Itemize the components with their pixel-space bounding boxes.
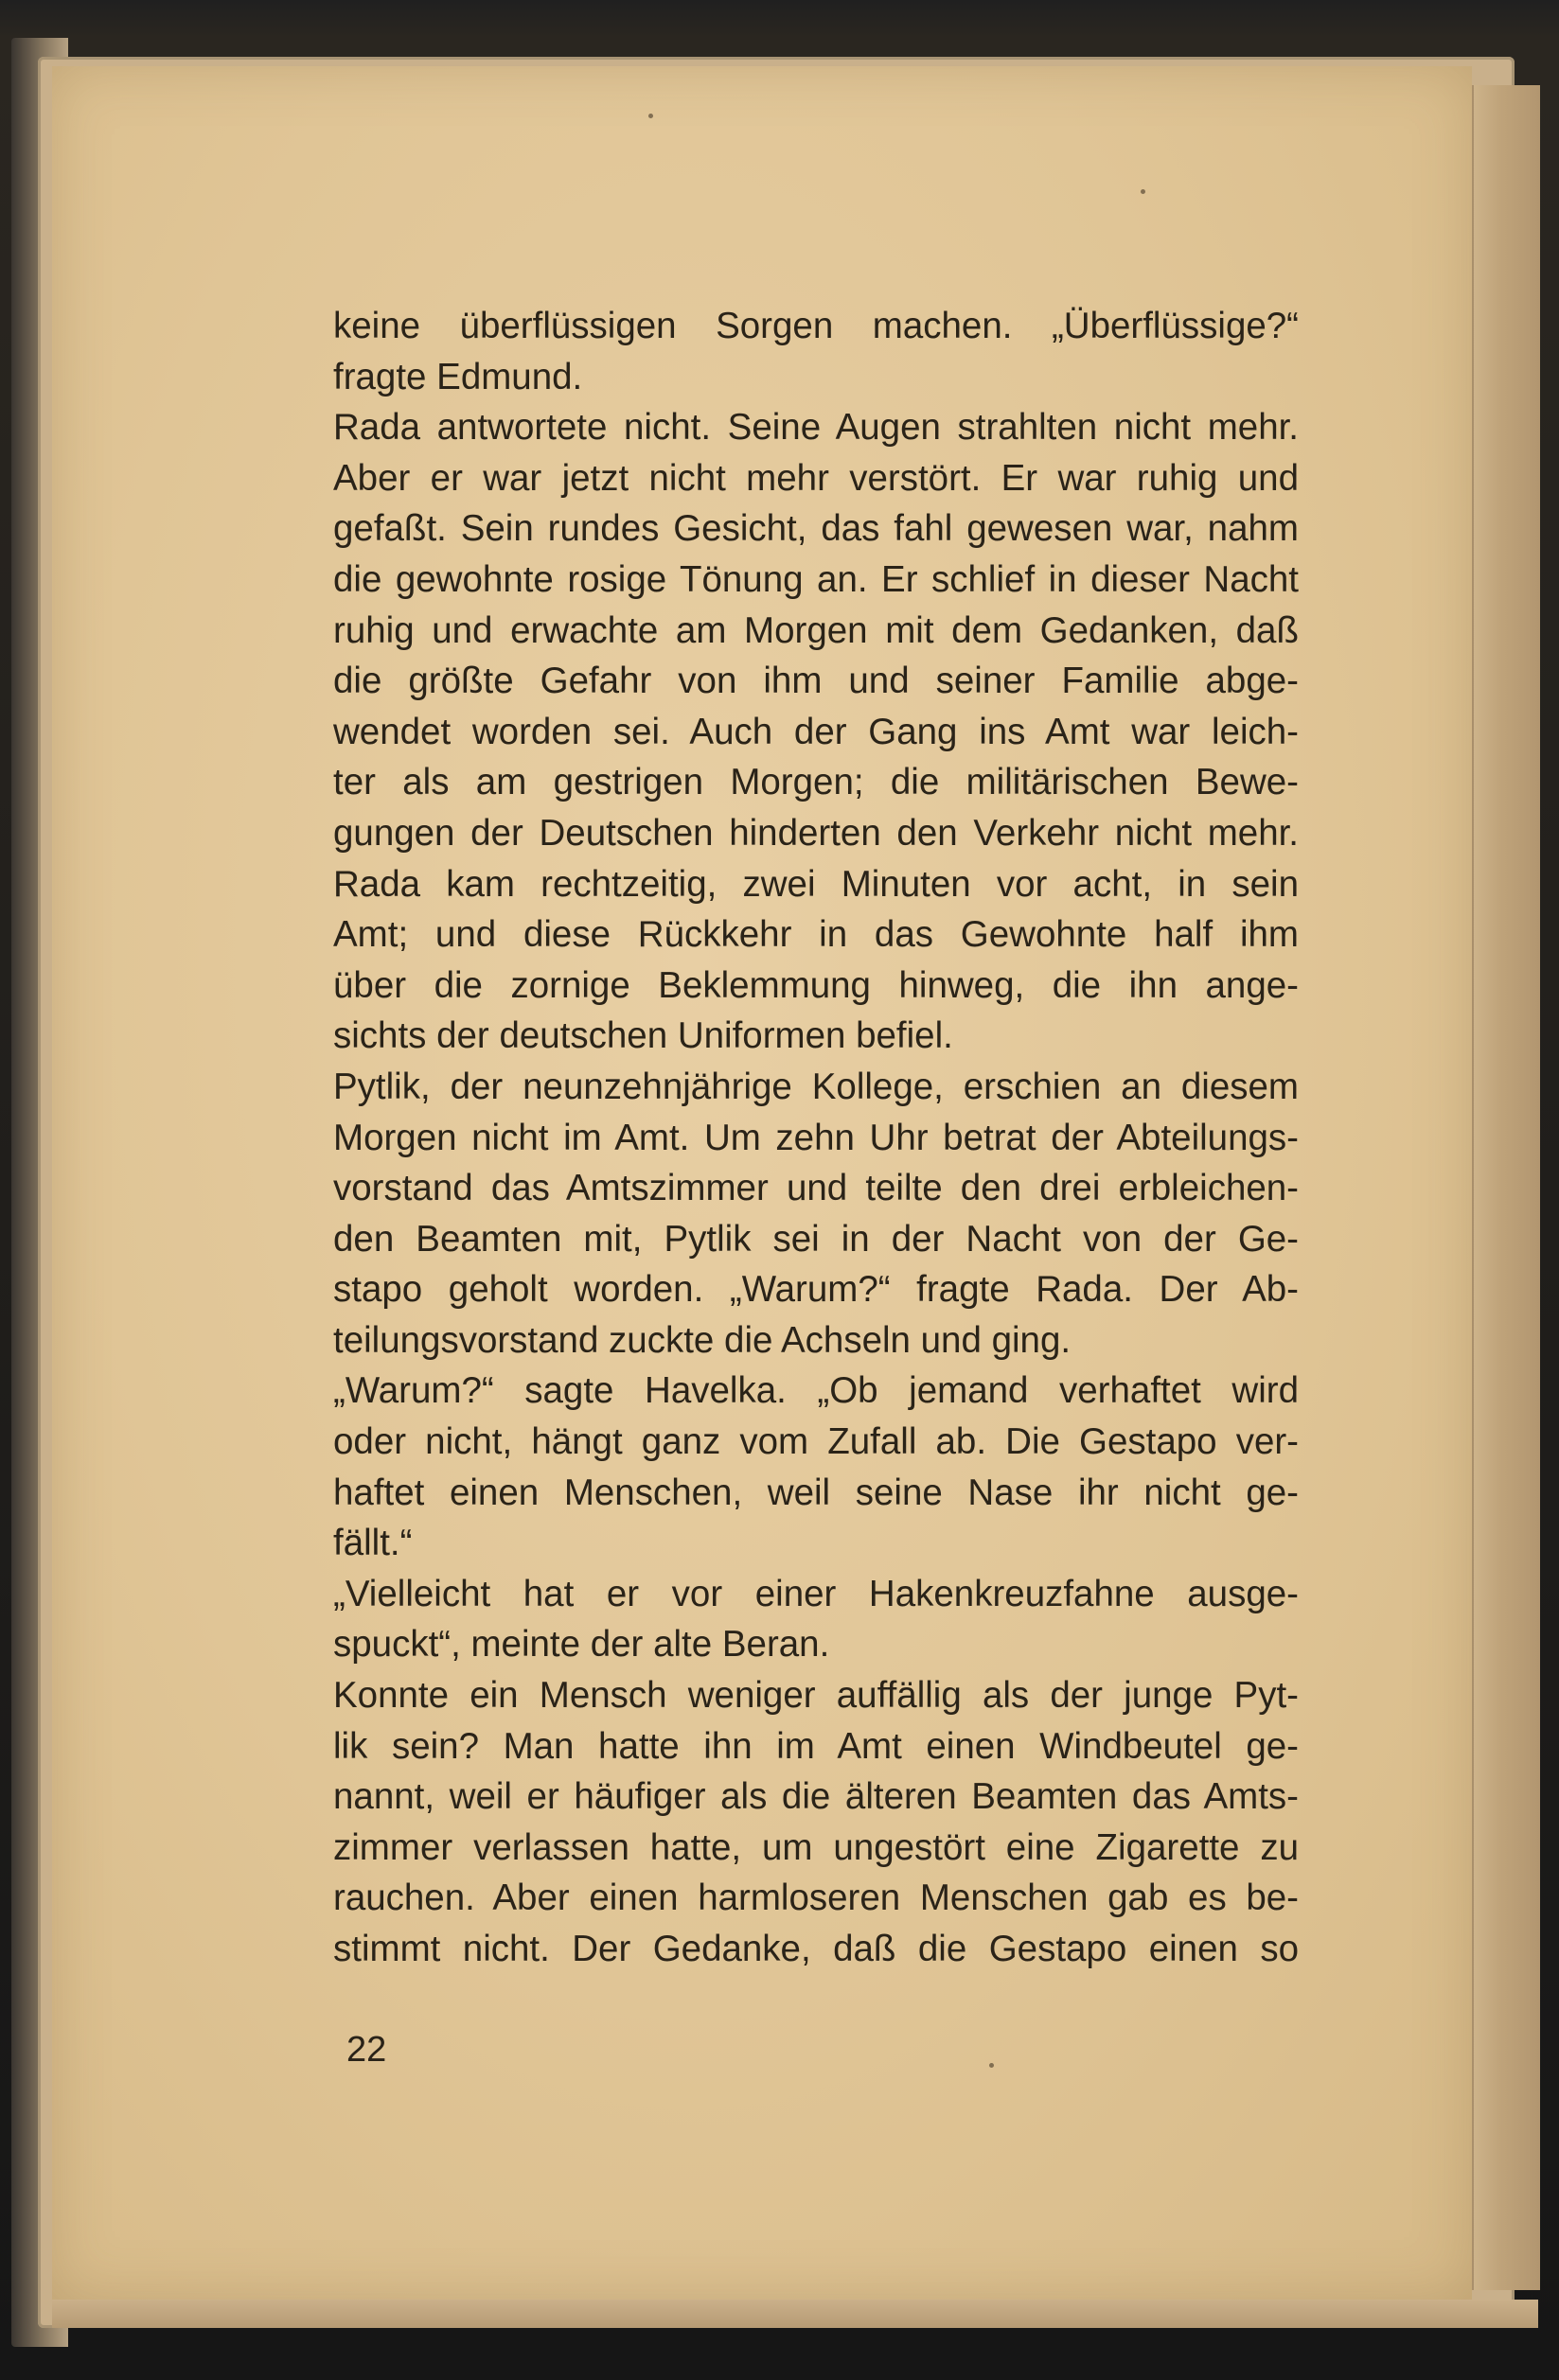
- text-line: gungen der Deutschen hinderten den Verkehr nicht mehr.: [333, 812, 1299, 854]
- page-number: 22: [346, 2030, 387, 2070]
- paper-speck: [648, 114, 653, 118]
- body-text: [333, 301, 1299, 1975]
- text-line: Aber er war jetzt nicht mehr verstört. Er war ruhig und: [333, 457, 1299, 499]
- text-line: nannt, weil er häufiger als die älteren Beamten das Amts-: [333, 1776, 1299, 1818]
- text-line: ter als am gestrigen Morgen; die militärischen Bewe-: [333, 762, 1299, 803]
- text-line: oder nicht, hängt ganz vom Zufall ab. Die Gestapo ver-: [333, 1421, 1299, 1463]
- page-stack-right: [1472, 85, 1540, 2290]
- text-line: die größte Gefahr von ihm und seiner Familie abge-: [333, 661, 1299, 702]
- text-line: zimmer verlassen hatte, um ungestört eine Zigarette zu: [333, 1826, 1299, 1868]
- text-line: über die zornige Beklemmung hinweg, die ihn ange-: [333, 964, 1299, 1006]
- text-line: „Vielleicht hat er vor einer Hakenkreuzfahne ausge-: [333, 1573, 1299, 1614]
- text-line: keine überflüssigen Sorgen machen. „Überflüssige?“: [333, 306, 1299, 346]
- text-line: Rada kam rechtzeitig, zwei Minuten vor acht, in sein: [333, 863, 1299, 905]
- text-line: gefaßt. Sein rundes Gesicht, das fahl gewesen war, nahm: [333, 508, 1299, 550]
- text-line: haftet einen Menschen, weil seine Nase ihr nicht ge-: [333, 1472, 1299, 1513]
- paper-speck: [1141, 189, 1145, 194]
- text-line: sichts der deutschen Uniformen befiel.: [333, 1015, 953, 1057]
- page-stack-bottom: [52, 2300, 1538, 2328]
- text-line: fällt.“: [333, 1523, 413, 1564]
- text-line: „Warum?“ sagte Havelka. „Ob jemand verhaftet wird: [333, 1370, 1299, 1412]
- text-line: Rada antwortete nicht. Seine Augen strahlten nicht mehr.: [333, 407, 1299, 449]
- text-line: Pytlik, der neunzehnjährige Kollege, erschien an diesem: [333, 1066, 1299, 1107]
- text-line: Konnte ein Mensch weniger auffällig als der junge Pyt-: [333, 1675, 1299, 1717]
- text-line: Amt; und diese Rückkehr in das Gewohnte half ihm: [333, 914, 1299, 956]
- text-line: die gewohnte rosige Tönung an. Er schlief in dieser Nacht: [333, 558, 1299, 600]
- text-line: spuckt“, meinte der alte Beran.: [333, 1624, 830, 1666]
- text-line: fragte Edmund.: [333, 356, 583, 397]
- text-line: wendet worden sei. Auch der Gang ins Amt war leich-: [333, 711, 1299, 752]
- text-line: stimmt nicht. Der Gedanke, daß die Gestapo einen so: [333, 1929, 1299, 1969]
- text-line: lik sein? Man hatte ihn im Amt einen Windbeutel ge-: [333, 1725, 1299, 1767]
- text-line: den Beamten mit, Pytlik sei in der Nacht von der Ge-: [333, 1218, 1299, 1260]
- text-line: teilungsvorstand zuckte die Achseln und ging.: [333, 1319, 1072, 1361]
- text-line: stapo geholt worden. „Warum?“ fragte Rada. Der Ab-: [333, 1269, 1299, 1311]
- text-line: rauchen. Aber einen harmloseren Menschen gab es be-: [333, 1878, 1299, 1919]
- paper-speck: [989, 2063, 994, 2068]
- text-line: Morgen nicht im Amt. Um zehn Uhr betrat der Abteilungs-: [333, 1117, 1299, 1158]
- text-line: vorstand das Amtszimmer und teilte den drei erbleichen-: [333, 1168, 1299, 1209]
- text-line: ruhig und erwachte am Morgen mit dem Gedanken, daß: [333, 609, 1299, 651]
